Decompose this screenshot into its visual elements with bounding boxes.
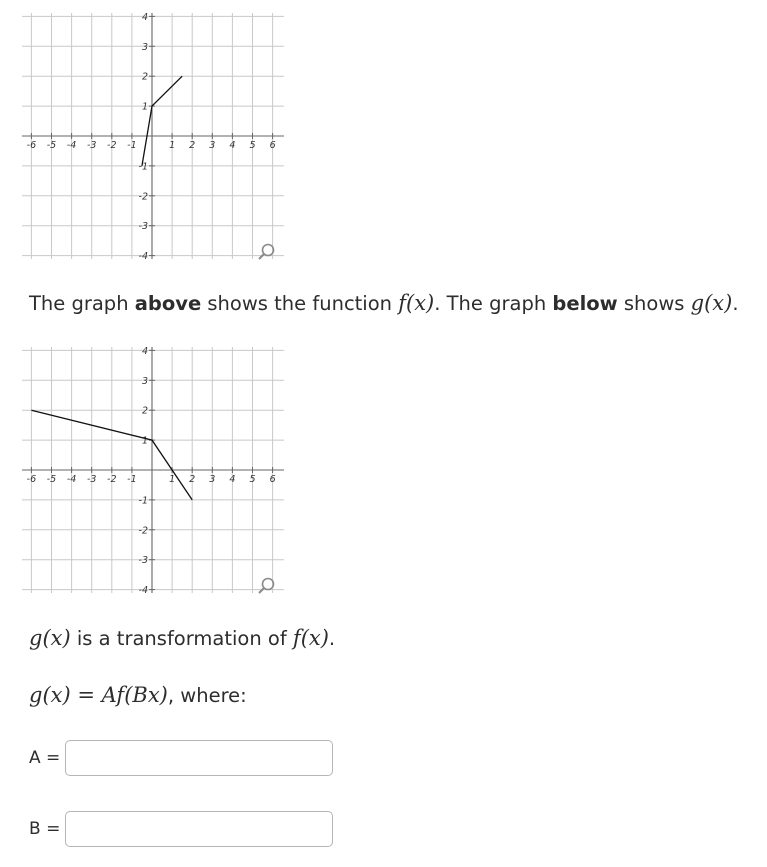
graph-f-x-tick-label: 1 bbox=[169, 140, 176, 151]
stmt-math-g-name: g bbox=[29, 626, 43, 650]
graph-f-x-tick-label: -3 bbox=[86, 140, 97, 151]
graph-g-x-tick-label: 2 bbox=[189, 474, 196, 485]
graph-f-y-tick-label: -1 bbox=[138, 161, 148, 173]
graph-g-y-tick-label: 4 bbox=[141, 345, 148, 357]
graph-f-x-tick-label: 2 bbox=[189, 140, 196, 151]
graph-f-x-tick-label: 6 bbox=[269, 140, 276, 151]
graph-f bbox=[22, 10, 284, 262]
stmt-text: is a transformation of bbox=[70, 627, 293, 650]
magnifier-handle bbox=[259, 254, 264, 259]
stmt-end: . bbox=[328, 627, 336, 650]
desc-bold-below: below bbox=[552, 292, 618, 315]
graph-g-x-tick-label: -4 bbox=[66, 474, 77, 485]
desc-text-1: The graph bbox=[29, 292, 135, 315]
graph-g-x-tick-label: 1 bbox=[169, 474, 176, 485]
desc-text-3: . The graph bbox=[434, 292, 553, 315]
graph-g-y-tick-label: -4 bbox=[138, 585, 148, 596]
graph-f-x-tick-label: -4 bbox=[66, 140, 77, 151]
desc-math-f bbox=[398, 291, 434, 315]
graph-f-x-tick-label: -5 bbox=[46, 140, 57, 151]
graph-f-y-tick-label: 4 bbox=[141, 11, 148, 23]
graph-g-x-tick-label: -3 bbox=[86, 474, 97, 485]
graph-f-y-tick-label: 2 bbox=[141, 71, 148, 83]
stmt-math-f-name: f bbox=[292, 626, 301, 650]
graph-f-y-tick-label: -2 bbox=[138, 191, 148, 203]
graph-f-svg bbox=[22, 10, 284, 262]
desc-text-2: shows the function bbox=[201, 292, 399, 315]
graph-f-x-tick-label: 5 bbox=[249, 140, 256, 151]
desc-math-f-name: f bbox=[398, 291, 406, 315]
graph-g-svg bbox=[22, 344, 284, 596]
field-b-label: B = bbox=[29, 819, 61, 839]
stmt-math-f-arg: (x) bbox=[300, 626, 329, 650]
graph-g-x-tick-label: 6 bbox=[269, 474, 276, 485]
graph-g-x-tick-label: -5 bbox=[46, 474, 57, 485]
desc-bold-above: above bbox=[134, 292, 202, 315]
graph-f-x-tick-label: 3 bbox=[209, 140, 216, 151]
graph-g-y-tick-label: 3 bbox=[141, 375, 148, 387]
eq-math-lhs bbox=[29, 683, 71, 707]
field-a-label: A = bbox=[29, 748, 61, 768]
graph-g-y-tick-label: -2 bbox=[138, 525, 148, 537]
graph-g-x-tick-label: 4 bbox=[229, 474, 236, 485]
graph-f-y-tick-label: 3 bbox=[141, 41, 148, 53]
b-input[interactable] bbox=[65, 811, 333, 847]
graph-g-x-tick-label: 5 bbox=[249, 474, 256, 485]
stmt-math-g bbox=[29, 626, 71, 650]
desc-math-f-arg: (x) bbox=[406, 291, 435, 315]
magnifier-icon bbox=[259, 245, 274, 260]
stmt-math-f bbox=[293, 626, 329, 650]
eq-lhs-name: g bbox=[29, 683, 43, 707]
graph-f-x-tick-label: -1 bbox=[127, 140, 137, 151]
graph-f-x-tick-label: 4 bbox=[229, 140, 236, 151]
stmt-math-g-arg: (x) bbox=[42, 626, 71, 650]
transformation-statement bbox=[29, 628, 335, 649]
graph-g-y-tick-label: 2 bbox=[141, 405, 148, 417]
desc-text-end: . bbox=[732, 292, 739, 315]
a-input[interactable] bbox=[65, 740, 333, 776]
magnifier-icon bbox=[259, 579, 274, 594]
desc-math-g-arg: (x) bbox=[704, 291, 733, 315]
desc-math-g-name: g bbox=[690, 291, 705, 315]
eq-equals: = bbox=[70, 683, 102, 707]
magnifier-lens bbox=[263, 579, 274, 590]
desc-text-4: shows bbox=[617, 292, 691, 315]
eq-math-rhs: Af(Bx) bbox=[101, 683, 168, 707]
magnifier-handle bbox=[259, 588, 264, 593]
graph-g-y-tick-label: 1 bbox=[141, 435, 148, 447]
eq-where: , where: bbox=[167, 684, 247, 707]
graph-g-x-tick-label: -6 bbox=[26, 474, 37, 485]
graph-f-y-tick-label: -4 bbox=[138, 251, 148, 262]
field-a-row bbox=[29, 740, 349, 782]
graph-g-y-tick-label: -3 bbox=[138, 555, 148, 567]
graph-f-y-tick-label: -3 bbox=[138, 221, 148, 233]
graph-f-y-tick-label: 1 bbox=[141, 101, 148, 113]
graph-f-function-line bbox=[142, 76, 182, 166]
field-b-row bbox=[29, 811, 349, 853]
magnifier-lens bbox=[263, 245, 274, 256]
graph-f-x-tick-label: -6 bbox=[26, 140, 37, 151]
equation-statement bbox=[29, 685, 247, 706]
graph-g-x-tick-label: 3 bbox=[209, 474, 216, 485]
graph-g-y-tick-label: -1 bbox=[138, 495, 148, 507]
graph-g-x-tick-label: -1 bbox=[127, 474, 137, 485]
desc-math-g bbox=[691, 291, 733, 315]
eq-lhs-arg: (x) bbox=[42, 683, 71, 707]
description-paragraph bbox=[29, 293, 739, 314]
graph-f-x-tick-label: -2 bbox=[107, 140, 117, 151]
graph-g bbox=[22, 344, 284, 596]
graph-g-x-tick-label: -2 bbox=[107, 474, 117, 485]
